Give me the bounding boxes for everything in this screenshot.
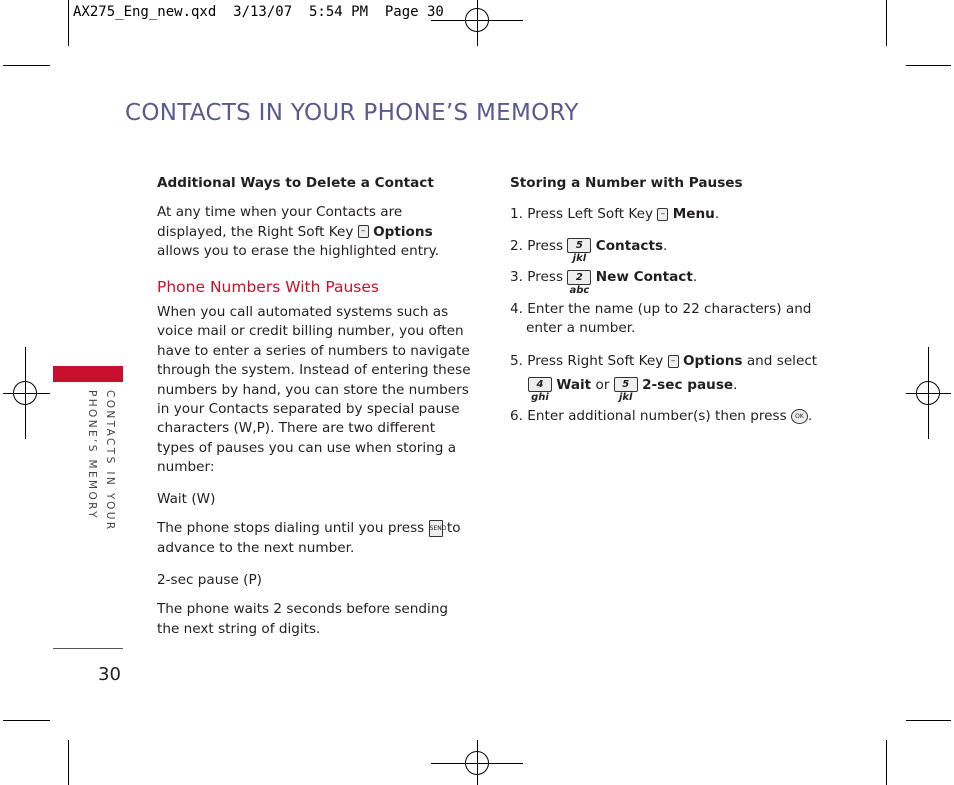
key-2-icon: 2 abc (567, 270, 591, 285)
delete-text-end: allows you to erase the highlighted entry. (157, 243, 440, 260)
delete-text: At any time when your Contacts are displayed, the Right Soft Key (157, 204, 403, 240)
step-3-text: 3. Press (510, 269, 564, 286)
step-3 (510, 268, 830, 296)
period: . (733, 376, 738, 393)
page-title: CONTACTS IN YOUR PHONE’S MEMORY (125, 100, 579, 126)
crop-mark (3, 65, 50, 66)
registration-circle (916, 381, 940, 405)
pauses-heading: Phone Numbers With Pauses (157, 277, 379, 296)
section-tab-line-1: CONTACTS IN YOUR (104, 390, 116, 532)
registration-circle (465, 751, 489, 775)
period: . (692, 269, 698, 286)
section-tab-label (82, 390, 122, 540)
key-4-icon: 4 ghi (528, 377, 552, 392)
crop-mark (68, 740, 69, 785)
crop-mark (68, 0, 69, 46)
two-sec-pause-label: 2-sec pause (642, 376, 734, 393)
key-5-icon: 5 jkl (614, 377, 638, 392)
step-5-text-2: and select (746, 353, 818, 370)
new-contact-label: New Contact (595, 269, 693, 286)
left-soft-key-icon: – (657, 208, 668, 221)
wait-text-end: to advance to the next number. (157, 520, 461, 556)
contacts-label: Contacts (595, 237, 664, 254)
storing-heading: Storing a Number with Pauses (510, 175, 743, 191)
period: . (808, 408, 813, 425)
page-number-rule (53, 648, 123, 649)
menu-label: Menu (672, 206, 715, 223)
twosec-paragraph: The phone waits 2 seconds before sending the next string of digits. (157, 601, 449, 637)
right-soft-key-icon: – (668, 355, 679, 368)
step-5 (510, 352, 830, 371)
step-1-text: 1. Press Left Soft Key (510, 206, 654, 223)
step-6-text: 6. Enter additional number(s) then press (510, 408, 787, 425)
crop-mark (906, 720, 951, 721)
pauses-paragraph: When you call automated systems such as voice mail or credit billing number, you often have to enter a series of numbers to navigate through the system. Instead of entering these numbers by hand, you can store the numbers in your Contacts separated by special pause characters (W,P). There are two different types of pauses you can use when storing a number: (157, 304, 471, 476)
wait-paragraph (157, 519, 472, 558)
registration-circle (465, 8, 489, 32)
step-2-text: 2. Press (510, 237, 564, 254)
period: . (663, 237, 668, 254)
step-5-continued (510, 376, 830, 404)
section-tab (53, 366, 123, 382)
send-key-icon: SEND (429, 520, 443, 537)
period: . (714, 206, 720, 223)
step-6 (510, 407, 830, 426)
print-header: AX275_Eng_new.qxd 3/13/07 5:54 PM Page 30 (73, 4, 444, 20)
wait-label: Wait (556, 376, 592, 393)
step-1 (510, 205, 830, 224)
section-tab-line-2: PHONE’S MEMORY (86, 390, 98, 520)
registration-circle (13, 381, 37, 405)
ok-key-icon: OK (791, 409, 808, 424)
options-label: Options (682, 353, 743, 370)
left-column (157, 174, 472, 639)
right-soft-key-icon: – (358, 225, 369, 238)
delete-paragraph (157, 203, 472, 261)
wait-heading: Wait (W) (157, 490, 216, 507)
wait-text: The phone stops dialing until you press (157, 520, 425, 537)
or-text: or (595, 376, 610, 393)
step-5-text: 5. Press Right Soft Key (510, 353, 664, 370)
crop-mark (886, 740, 887, 785)
options-label: Options (373, 223, 433, 240)
step-4: 4. Enter the name (up to 22 characters) and enter a number. (510, 300, 812, 337)
crop-mark (886, 0, 887, 46)
crop-mark (906, 65, 951, 66)
key-5-icon: 5 jkl (567, 238, 591, 253)
right-column (510, 174, 830, 427)
twosec-heading: 2-sec pause (P) (157, 571, 262, 588)
step-2 (510, 237, 830, 265)
page-number: 30 (98, 664, 121, 685)
crop-mark (3, 720, 50, 721)
delete-heading: Additional Ways to Delete a Contact (157, 175, 434, 191)
